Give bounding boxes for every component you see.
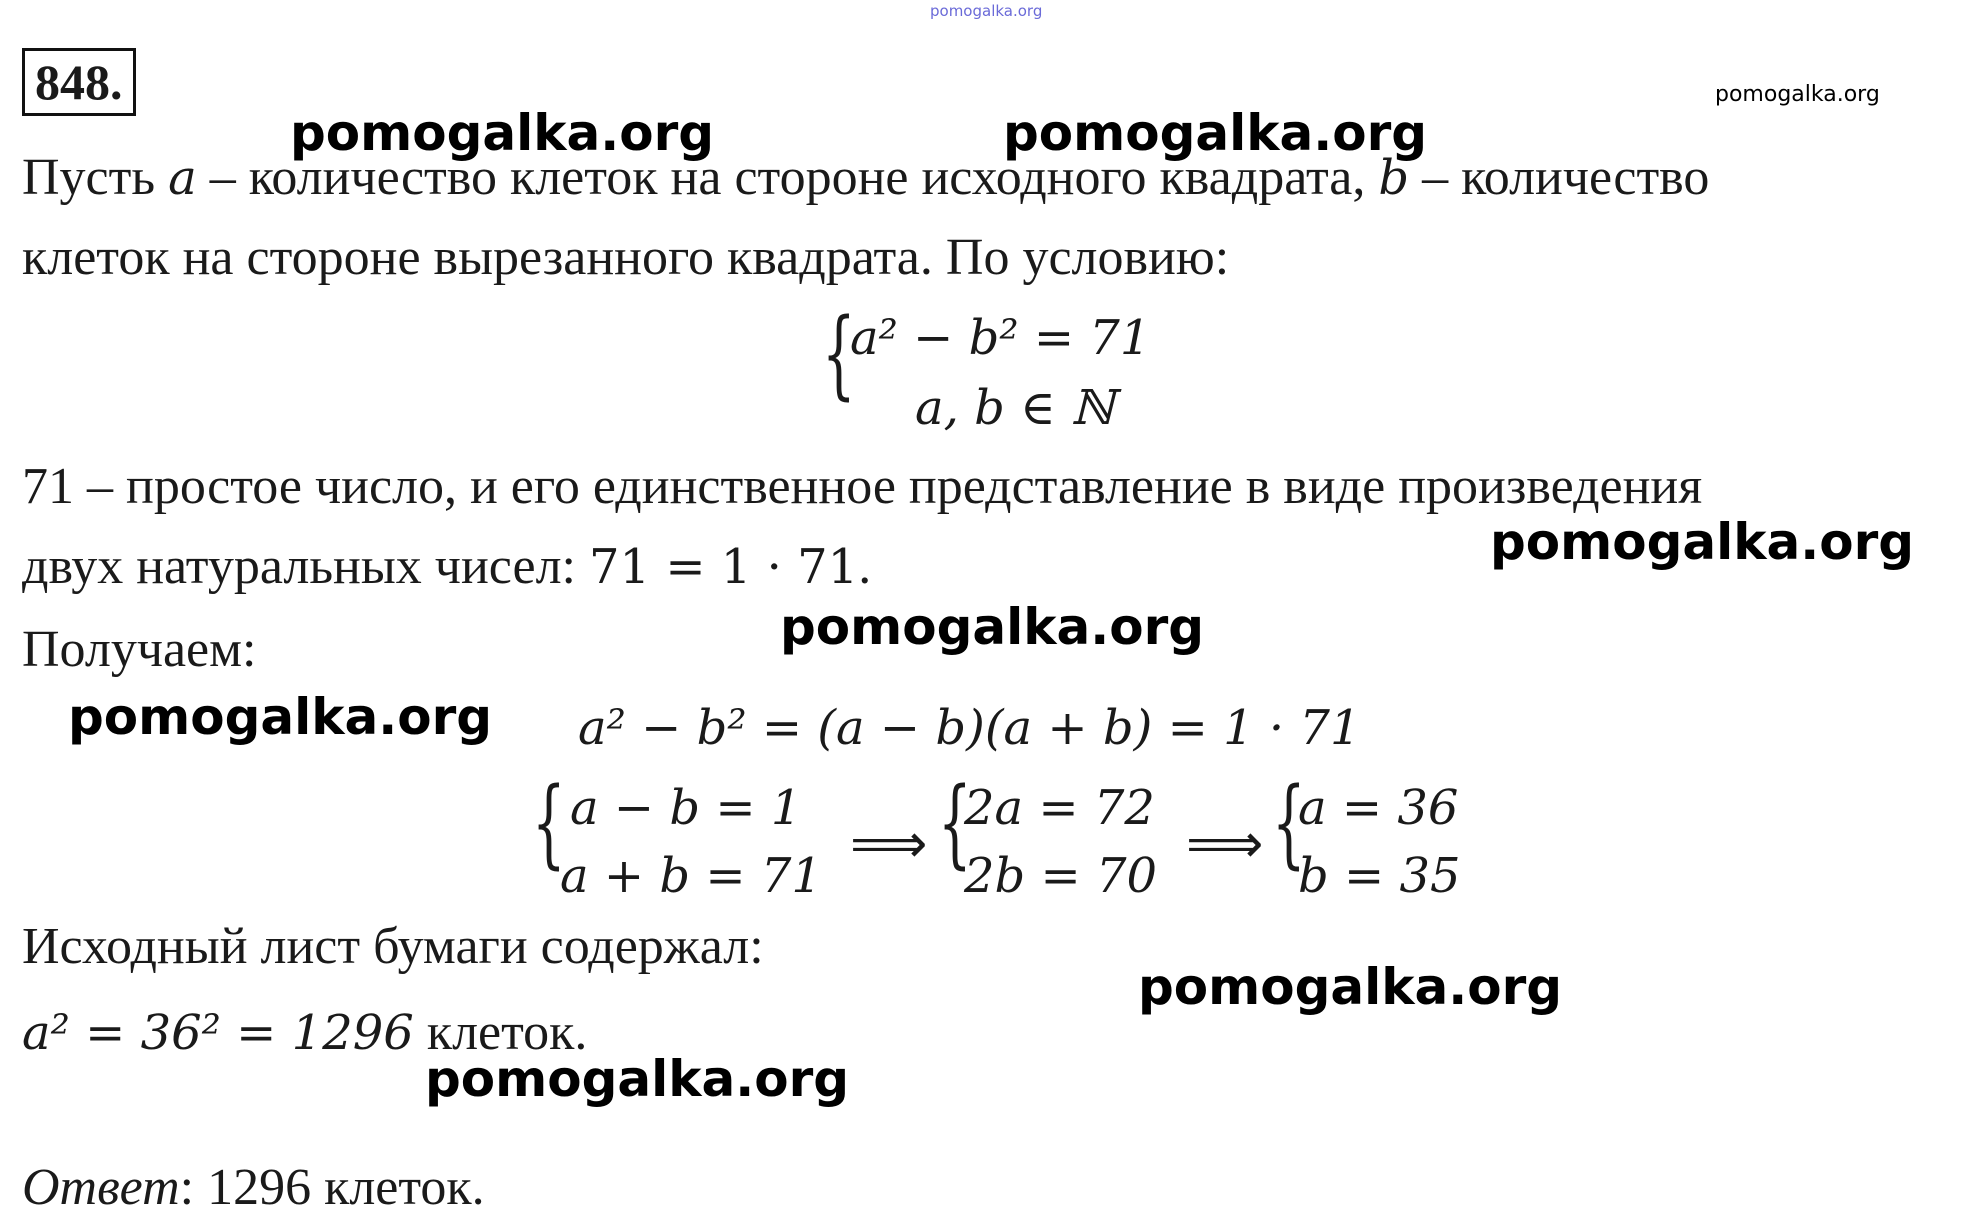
equation: a = 36 (1298, 780, 1459, 836)
text-fragment: . (858, 538, 872, 595)
text-fragment: Пусть (22, 149, 156, 206)
watermark: pomogalka.org (1490, 513, 1915, 571)
watermark: pomogalka.org (1138, 958, 1563, 1016)
text-fragment: двух натуральных чисел: (22, 538, 576, 595)
site-label: pomogalka.org (1715, 82, 1880, 107)
paragraph-line: клеток на стороне вырезанного квадрата. По условию: (22, 229, 1230, 286)
equation: a + b = 71 (560, 848, 822, 904)
equation: 2a = 72 (964, 780, 1155, 836)
answer-label: Ответ (22, 1159, 180, 1216)
text-fragment: – количество (1422, 149, 1710, 206)
system-brace: { (532, 767, 566, 879)
equation: a, b ∈ ℕ (915, 380, 1115, 436)
math-variable: b (1378, 150, 1410, 206)
watermark: pomogalka.org (1003, 104, 1428, 162)
text-fragment: клеток. (426, 1004, 588, 1061)
math-variable: a (168, 150, 197, 206)
equation: 71 = 1 · 71 (588, 539, 859, 595)
paragraph-line (22, 537, 871, 597)
equation: a² − b² = 71 (850, 310, 1151, 366)
problem-number: 848. (22, 48, 136, 116)
top-watermark: pomogalka.org (930, 2, 1043, 20)
text-fragment: – количество клеток на стороне исходного квадрата, (209, 149, 1366, 206)
paragraph-line: 71 – простое число, и его единственное представление в виде произведения (22, 458, 1703, 515)
watermark: pomogalka.org (68, 688, 493, 746)
equation: b = 35 (1298, 848, 1461, 904)
paragraph-line (22, 148, 1709, 208)
equation: a² = 36² = 1296 (22, 1005, 414, 1061)
implies-arrow: ⟹ (850, 812, 928, 875)
implies-arrow: ⟹ (1186, 812, 1264, 875)
system-brace: { (822, 298, 856, 410)
answer-line (22, 1158, 485, 1218)
watermark: pomogalka.org (290, 104, 715, 162)
watermark: pomogalka.org (425, 1050, 850, 1108)
system-brace: { (938, 767, 972, 879)
equation: 2b = 70 (964, 848, 1158, 904)
answer-value: : 1296 клеток. (179, 1159, 485, 1216)
equation: a² − b² = (a − b)(a + b) = 1 · 71 (578, 700, 1361, 756)
watermark: pomogalka.org (780, 598, 1205, 656)
paragraph-line: Получаем: (22, 621, 257, 678)
system-brace: { (1272, 767, 1306, 879)
paragraph-line: Исходный лист бумаги содержал: (22, 918, 764, 975)
equation: a − b = 1 (570, 780, 802, 836)
